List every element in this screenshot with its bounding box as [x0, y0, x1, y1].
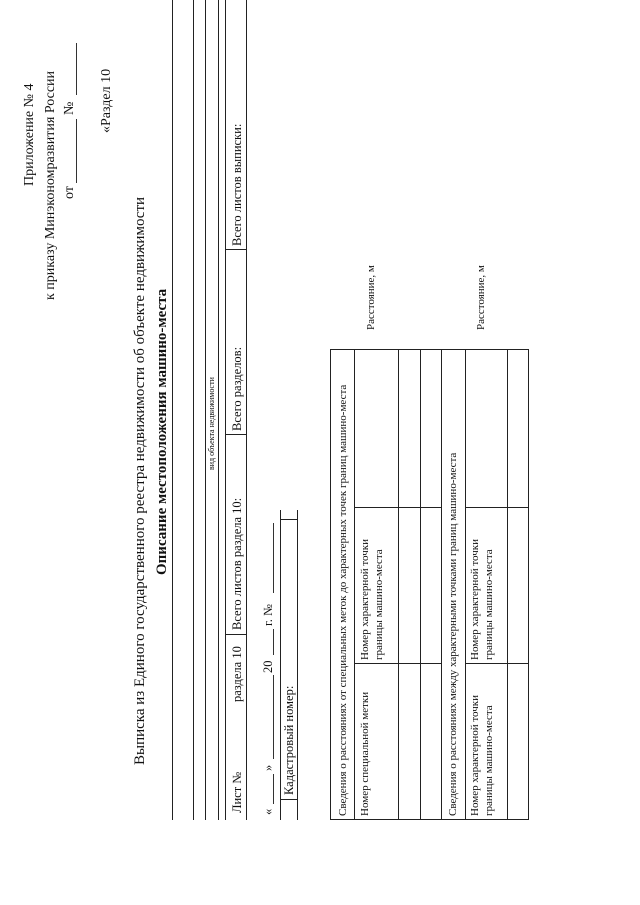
table1-top-border — [330, 350, 331, 820]
sheet-row-top-line — [225, 0, 226, 820]
object-type-underline — [205, 0, 206, 820]
table2-top-border — [441, 350, 442, 820]
sheet-row-divider-2 — [225, 434, 247, 435]
appendix-number: Приложение № 4 — [22, 83, 37, 186]
table2-col-divider-1 — [465, 663, 529, 664]
date-quote-close: » — [261, 764, 275, 771]
cadastral-number-label: Кадастровый номер: — [282, 685, 296, 795]
order-date-blank — [76, 119, 77, 183]
table2-caption-bottom — [465, 350, 466, 820]
date-year-suffix: г. № — [261, 604, 275, 626]
sheet-row-divider-1 — [225, 634, 247, 635]
date-quote-open: « — [261, 808, 275, 815]
object-type-top-line — [172, 0, 173, 820]
table2-caption: Сведения о расстояниях между характерными точками границ машино-места — [447, 452, 459, 816]
document-number-blank — [273, 523, 274, 593]
table1-right-border — [330, 349, 442, 350]
table1-col-divider-1 — [354, 663, 442, 664]
table1-col-special-mark: Номер специальной метки — [359, 691, 371, 816]
table1-row-2-line — [420, 350, 421, 820]
date-day-blank — [273, 774, 274, 804]
cadastral-top-line — [280, 510, 281, 820]
table1-left-border — [330, 819, 442, 820]
table1-row-1-line — [398, 350, 399, 820]
table2-col-distance: Расстояние, м — [475, 265, 487, 330]
sheet-number-label: Лист № — [230, 771, 244, 813]
date-year-blank — [273, 629, 274, 655]
date-year-prefix: 20 — [261, 660, 275, 673]
sheets-total-label: Всего листов выписки: — [230, 123, 244, 246]
table2-right-border — [441, 349, 529, 350]
object-type-caption: вид объекта недвижимости — [207, 377, 216, 470]
table2-col-point-a-line2: границы машино-места — [483, 705, 495, 816]
table1-col-point-line2: границы машино-места — [373, 549, 385, 660]
table1-caption: Сведения о расстояниях от специальных меток до характерных точек границ машино-места — [337, 384, 349, 816]
cadastral-right-divider — [280, 519, 297, 520]
sheet-row-bottom-line — [246, 0, 247, 820]
cadastral-bottom-line — [297, 510, 298, 820]
order-date-label: от — [62, 186, 77, 199]
table2-col-point-b-line1: Номер характерной точки — [469, 539, 481, 660]
table2-col-point-b-line2: границы машино-места — [483, 549, 495, 660]
section-number-label: раздела 10 — [230, 646, 244, 702]
order-reference: к приказу Минэкономразвития России — [43, 70, 58, 300]
table1-caption-bottom — [354, 350, 355, 820]
document-subtitle: Описание местоположения машино-места — [154, 288, 170, 575]
object-type-bottom-line — [218, 0, 219, 820]
table2-col-point-a-line1: Номер характерной точки — [469, 695, 481, 816]
order-number-blank — [76, 43, 77, 95]
table2-row-2-line — [528, 350, 529, 820]
section-sheets-label: Всего листов раздела 10: — [230, 497, 244, 630]
table2-col-divider-2 — [465, 507, 529, 508]
section-label: «Раздел 10 — [99, 68, 114, 133]
date-month-blank — [273, 675, 274, 759]
table1-col-divider-2 — [354, 507, 442, 508]
table2-row-1-line — [507, 350, 508, 820]
object-type-mid-line — [193, 0, 194, 820]
sheet-row-divider-3 — [225, 249, 247, 250]
cadastral-left-divider — [280, 799, 297, 800]
sections-total-label: Всего разделов: — [230, 346, 244, 431]
table1-col-point-line1: Номер характерной точки — [359, 539, 371, 660]
table2-left-border — [441, 819, 529, 820]
order-number-label: № — [62, 101, 77, 115]
document-title: Выписка из Единого государственного реестра недвижимости об объекте недвижимости — [132, 196, 148, 765]
table1-col-distance: Расстояние, м — [365, 265, 377, 330]
